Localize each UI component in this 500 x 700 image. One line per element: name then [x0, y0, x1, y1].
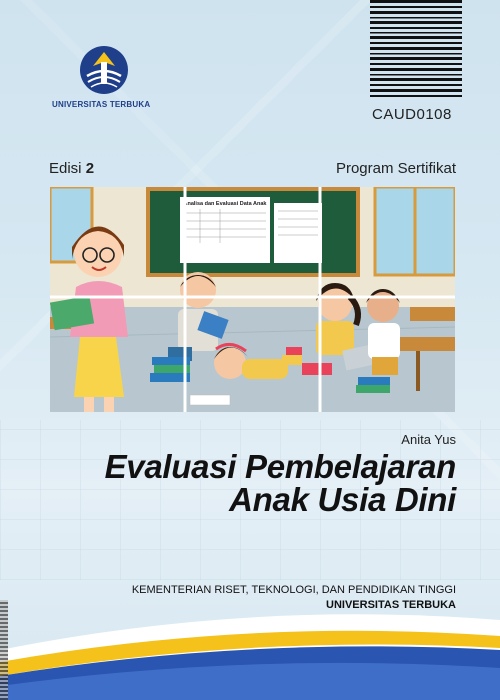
university-name: UNIVERSITAS TERBUKA: [326, 599, 456, 611]
program-label: Program Sertifikat: [335, 160, 456, 177]
book-title: [105, 450, 456, 516]
course-code: CAUD0108: [372, 106, 452, 123]
ministry-name: KEMENTERIAN RISET, TEKNOLOGI, DAN PENDIDIKAN TINGGI: [131, 584, 456, 596]
logo-emblem-icon: [79, 44, 129, 96]
barcode-icon: [368, 0, 464, 100]
author-name: Anita Yus: [401, 432, 456, 447]
edition-number: 2: [85, 160, 95, 177]
classroom-illustration: [50, 187, 455, 412]
bottom-wave-decoration: [0, 590, 500, 700]
board-title: Analisa dan Evaluasi Data Anak: [183, 201, 267, 207]
book-title-line-1: Evaluasi Pembelajaran: [104, 448, 456, 485]
logo-label: UNIVERSITAS TERBUKA: [52, 100, 151, 109]
board-paper-2: [274, 203, 322, 263]
book-title-line-2: Anak Usia Dini: [229, 481, 456, 518]
spine-binding: [0, 600, 8, 700]
university-logo: [52, 44, 151, 109]
edition-word: Edisi: [49, 160, 82, 177]
edition-label: [49, 160, 94, 177]
